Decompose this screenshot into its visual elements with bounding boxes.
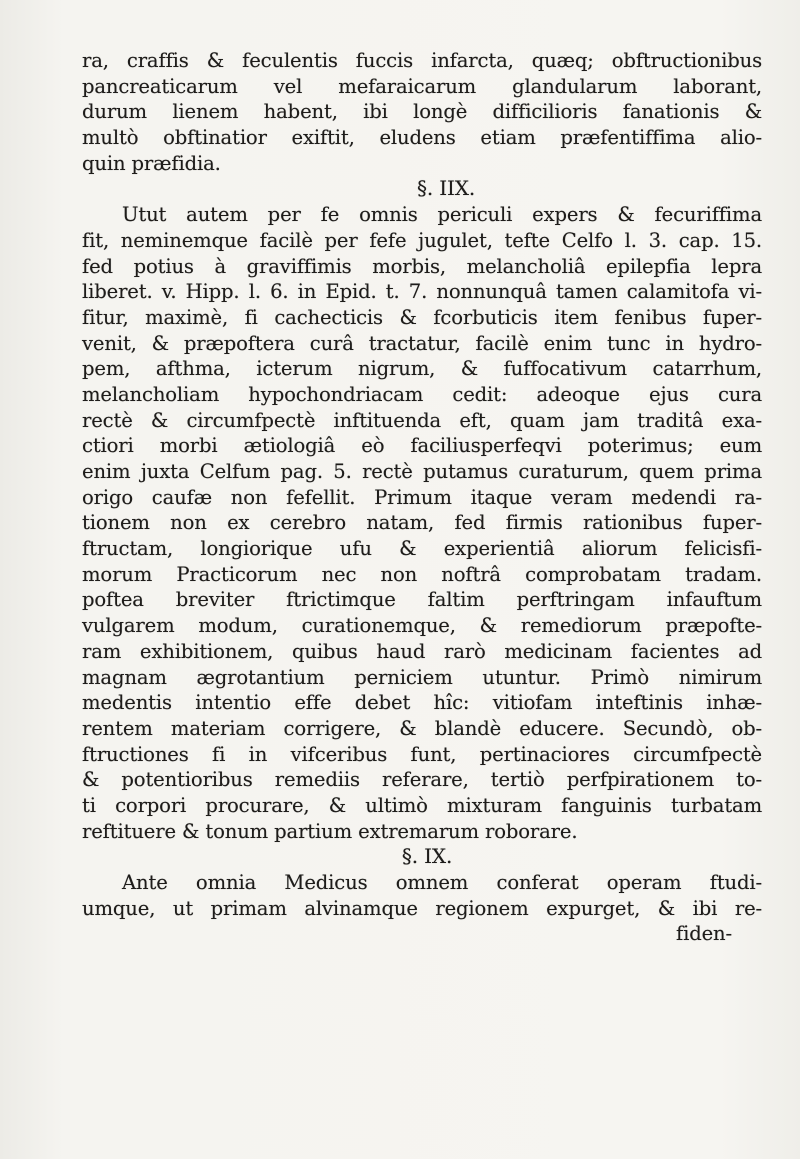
text-line: morum Practicorum nec non noftrâ comprobatam tradam. xyxy=(82,562,762,586)
text-line: umque, ut primam alvinamque regionem expurget, & ibi re- xyxy=(82,896,762,920)
section-heading: §. IIX. xyxy=(416,176,476,201)
text-line: enim juxta Celfum pag. 5. rectè putamus curaturum, quem prima xyxy=(82,460,762,483)
page-text xyxy=(82,48,762,947)
text-line: poftea breviter ftrictimque faltim perftringam infauftum xyxy=(82,588,762,612)
text-line: durum lienem habent, ibi longè difficilioris fanationis & xyxy=(82,100,762,124)
text-line: ram exhibitionem, quibus haud rarò medicinam facientes ad xyxy=(82,639,762,663)
text-line: & potentioribus remediis referare, tertiò perfpirationem to- xyxy=(82,768,762,792)
text-line: fed potius à graviffimis morbis, melancholiâ epilepfia lepra xyxy=(82,254,762,278)
text-line: fitur, maximè, fi cachecticis & fcorbuticis item fenibus fuper- xyxy=(82,305,762,329)
text-line: liberet. v. Hipp. l. 6. in Epid. t. 7. nonnunquâ tamen calamitofa vi- xyxy=(82,280,762,304)
text-line: rectè & circumfpectè inftituenda eft, quam jam traditâ exa- xyxy=(82,408,762,432)
text-line: ctiori morbi ætiologiâ eò faciliusperfeqvi poterimus; eum xyxy=(82,434,762,458)
text-line: ftructam, longiorique ufu & experientiâ aliorum felicisfi- xyxy=(82,537,762,561)
text-line: ftructiones fi in vifceribus funt, pertinaciores circumfpectè xyxy=(82,742,762,766)
text-line: medentis intentio effe debet hîc: vitiofam inteftinis inhæ- xyxy=(82,691,762,715)
text-line: magnam ægrotantium perniciem utuntur. Primò nimirum xyxy=(82,665,762,689)
text-line: melancholiam hypochondriacam cedit: adeoque ejus cura xyxy=(82,382,762,406)
text-line: pem, afthma, icterum nigrum, & fuffocativum catarrhum, xyxy=(82,357,762,381)
catchword: fiden- xyxy=(676,922,732,946)
text-line: tionem non ex cerebro natam, fed firmis rationibus fuper- xyxy=(82,511,762,535)
text-line: venit, & præpoftera curâ tractatur, facilè enim tunc in hydro- xyxy=(82,331,762,355)
text-line: reftituere & tonum partium extremarum roborare. xyxy=(82,819,578,843)
text-line: multò obftinatior exiftit, eludens etiam præfentiffima alio- xyxy=(82,126,762,150)
text-line: fit, neminemque facilè per fefe jugulet, tefte Celfo l. 3. cap. 15. xyxy=(82,228,762,252)
text-line: vulgarem modum, curationemque, & remediorum præpofte- xyxy=(82,614,762,638)
text-line: pancreaticarum vel mefaraicarum glandularum laborant, xyxy=(82,74,762,98)
text-line: ra, craffis & feculentis fuccis infarcta, quæq; obftructionibus xyxy=(82,49,762,72)
text-line: quin præfidia. xyxy=(82,151,221,175)
text-line: Ante omnia Medicus omnem conferat operam ftudi- xyxy=(122,871,762,894)
section-heading: §. IX. xyxy=(401,844,453,869)
text-line: Utut autem per fe omnis periculi expers & fecuriffima xyxy=(122,203,762,227)
text-line: rentem materiam corrigere, & blandè educere. Secundò, ob- xyxy=(82,716,762,740)
text-line: origo caufæ non fefellit. Primum itaque veram medendi ra- xyxy=(82,485,762,509)
text-line: ti corpori procurare, & ultimò mixturam fanguinis turbatam xyxy=(82,793,762,817)
